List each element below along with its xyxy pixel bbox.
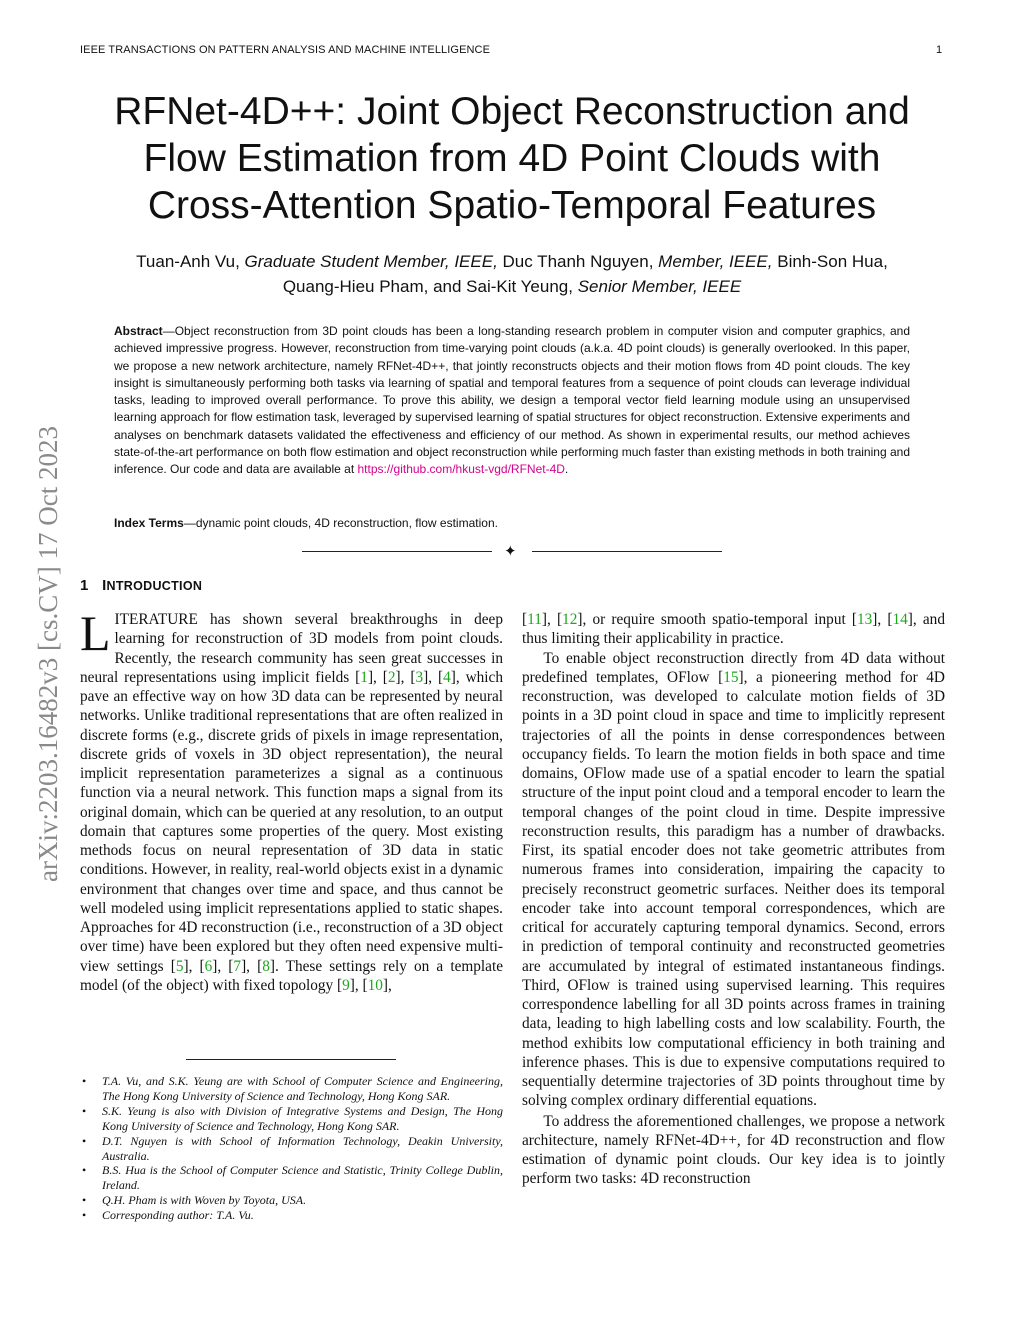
intro-paragraph-1	[80, 605, 504, 995]
author-2: Duc Thanh Nguyen,	[502, 252, 654, 271]
abstract-text: —Object reconstruction from 3D point clouds has been a long-standing research problem in computer vision and computer graphics, and achieved impressive progress. However, reconstruction from time-varying point clouds (a.k.a. 4D point clouds) is generally overlooked. In this paper, we propose a new network architecture, namely RFNet-4D++, that jointly reconstructs objects and their motion flows from 4D point clouds. The key insight is simultaneously performing both tasks via learning of spatial and temporal features from a sequence of point clouds can leverage individual tasks, leading to improved overall performance. To prove this ability, we design a temporal vector field learning module using an unsupervised learning approach for flow estimation task, leveraged by supervised learning of spatial structures for object reconstruction. Extensive experiments and analyses on benchmark datasets validated the effectiveness and efficiency of our method. As shown in experimental results, our method achieves state-of-the-art performance on both flow estimation and object reconstruction while performing much faster than existing methods in both training and inference. Our code and data are available at	[114, 324, 910, 477]
abstract-label: Abstract	[114, 324, 163, 338]
intro-paragraph-2	[522, 649, 945, 1111]
footnote-text: Q.H. Pham is with Woven by Toyota, USA.	[102, 1193, 307, 1208]
footnote-item	[80, 1208, 503, 1223]
footnote-text: B.S. Hua is the School of Computer Science and Statistic, Trinity College Dublin, Ireland.	[102, 1163, 503, 1193]
citation-link[interactable]: 1	[360, 668, 368, 686]
intro-paragraph-1-continued	[522, 610, 945, 649]
running-header: IEEE TRANSACTIONS ON PATTERN ANALYSIS AND MACHINE INTELLIGENCE	[80, 44, 491, 56]
bullet-icon: •	[82, 1103, 87, 1118]
section-heading	[80, 577, 202, 594]
bullet-icon: •	[82, 1074, 87, 1088]
abstract	[114, 323, 910, 479]
text-run: To enable object reconstruction directly from 4D data without predefined templates, OFlow [	[522, 649, 945, 686]
paper-title	[80, 88, 944, 229]
author-list	[80, 249, 944, 299]
index-terms-text: —dynamic point clouds, 4D reconstruction, flow estimation.	[183, 516, 498, 530]
title-line-2: Flow Estimation from 4D Point Clouds with	[143, 137, 881, 180]
footnotes	[80, 1074, 503, 1223]
text-run: ], [	[541, 611, 563, 628]
text-run: ],	[382, 976, 392, 994]
footnote-item	[80, 1134, 503, 1164]
text-run: ], [	[183, 957, 205, 975]
author-2-role: Member, IEEE,	[658, 252, 773, 271]
right-column	[522, 610, 945, 1189]
citation-link[interactable]: 6	[204, 957, 213, 975]
citation-link[interactable]: 2	[387, 668, 396, 686]
citation-link[interactable]: 10	[367, 976, 383, 994]
author-1-role: Graduate Student Member, IEEE,	[244, 252, 498, 271]
footnote-text: D.T. Nguyen is with School of Information Technology, Deakin University, Australia.	[102, 1133, 503, 1163]
text-run: ], [	[367, 668, 388, 686]
title-line-1: RFNet-4D++: Joint Object Reconstruction and	[114, 90, 910, 133]
citation-link[interactable]: 15	[723, 668, 739, 686]
separator-ornament-icon: ✦	[504, 543, 517, 560]
author-3: Binh-Son Hua,	[777, 252, 888, 271]
bullet-icon: •	[82, 1208, 87, 1223]
text-run: ], [	[349, 976, 368, 994]
bullet-icon: •	[82, 1193, 87, 1208]
dropcap-letter: L	[80, 605, 111, 661]
bullet-icon: •	[82, 1133, 87, 1148]
left-column	[80, 605, 504, 995]
page-number: 1	[936, 44, 943, 56]
citation-link[interactable]: 11	[527, 611, 542, 628]
section-separator	[302, 542, 722, 562]
index-terms-label: Index Terms	[114, 516, 184, 530]
code-link[interactable]: https://github.com/hkust-vgd/RFNet-4D	[357, 462, 565, 477]
text-run: has shown several breakthroughs in deep learning for reconstruction of 3D models from point clouds. Recently, the research community has seen great successes in neural representations using implicit fields [	[80, 611, 503, 686]
text-run: ], [	[241, 957, 263, 975]
citation-link[interactable]: 7	[233, 957, 242, 975]
text-run: ], [	[395, 668, 416, 686]
citation-link[interactable]: 5	[175, 957, 184, 975]
citation-link[interactable]: 9	[342, 976, 350, 994]
footnote-item	[80, 1193, 503, 1208]
footnote-text: S.K. Yeung is also with Division of Integrative Systems and Design, The Hong Kong University of Science and Technology, Hong Kong SAR.	[102, 1103, 503, 1133]
text-run: ], [	[212, 957, 234, 975]
citation-link[interactable]: 3	[415, 668, 424, 686]
footnote-item	[80, 1163, 503, 1193]
intro-paragraph-3: To address the aforementioned challenges, we propose a network architecture, namely RFNet-4D++, for 4D reconstruction and flow estimation of dynamic point clouds. Our key idea is to jointly perform two tasks: 4D reconstruction	[522, 1112, 945, 1188]
separator-line-left	[302, 551, 492, 552]
text-run: ], which pave an effective way on how 3D data can be represented by neural networks. Unlike traditional representations that are often realized in discrete forms (e.g., discrete grids of pixels in image representation, discrete grids of voxels in 3D object representation), the neural implicit representation parameterizes a signal as a continuous function via a neural network. This function maps a signal from its original domain, which can be queried at any resolution, to an output domain that captures some properties of the query. Most existing methods focus on neural representation of 3D data in static conditions. However, in reality, real-world objects exist in a dynamic environment that changes over time and space, and thus cannot be well modeled using implicit representations applied to static shapes. Approaches for 4D reconstruction (i.e., reconstruction of a 3D object over time) have been explored but they often need expensive multi-view settings [	[80, 668, 503, 975]
footnote-rule	[186, 1059, 396, 1060]
author-4: Quang-Hieu Pham, and Sai-Kit Yeung,	[282, 277, 573, 296]
text-run: ], [	[872, 611, 893, 628]
text-run: ], or require smooth spatio-temporal input [	[577, 611, 857, 628]
text-run: ], a pioneering method for 4D reconstruction, was developed to calculate motion fields of 3D points in a 3D point cloud in space and time to implicitly represent trajectories of all the points in dense correspondences between occupancy fields. To learn the motion fields in both space and time domains, OFlow made use of a spatial encoder to learn the spatial structure of the input point cloud and a temporal encoder to learn the temporal changes of the point cloud in time. Despite impressive reconstruction results, this paradigm has a number of drawbacks. First, its spatial encoder does not take geometric attributes from numerous frames into consideration, impairing the capacity to precisely reconstruct geometric surfaces. Neither does its temporal encoder take into account temporal correspondences, which are critical for accurately capturing temporal dynamics. Second, errors in prediction of temporal continuity and reconstructed geometries are accumulated by integral of estimated instantaneous findings. Third, OFlow is trained using supervised learning. This requires correspondence labelling for all 3D points across frames in training data, leading to high labelling costs and low scalability. Fourth, the method exhibits low computational efficiency in both training and inference phases. This is due to expensive computations required to sequentially determine trajectories of 3D points throughout time by solving complex ordinary differential equations.	[522, 668, 945, 1110]
author-1: Tuan-Anh Vu,	[136, 252, 240, 271]
author-4-role: Senior Member, IEEE	[577, 277, 742, 296]
arxiv-identifier-stamp: arXiv:2203.16482v3 [cs.CV] 17 Oct 2023	[33, 426, 63, 882]
text-run: [	[522, 611, 528, 628]
bullet-icon: •	[82, 1163, 87, 1178]
footnote-item	[80, 1074, 503, 1104]
section-first-letter: I	[102, 577, 107, 594]
section-number: 1	[80, 577, 89, 594]
footnote-text: Corresponding author: T.A. Vu.	[102, 1208, 254, 1223]
index-terms	[114, 515, 910, 532]
footnote-text: T.A. Vu, and S.K. Yeung are with School of Computer Science and Engineering, The Hong Kong University of Science and Technology, Hong Kong SAR.	[102, 1074, 503, 1103]
citation-link[interactable]: 8	[262, 957, 270, 975]
intro-smallcaps: ITERATURE	[114, 611, 198, 628]
citation-link[interactable]: 13	[857, 611, 873, 628]
text-run: ], [	[423, 668, 444, 686]
title-line-3: Cross-Attention Spatio-Temporal Features	[147, 184, 877, 227]
footnote-item	[80, 1104, 503, 1134]
citation-link[interactable]: 14	[892, 611, 908, 628]
separator-line-right	[532, 551, 722, 552]
citation-link[interactable]: 4	[443, 668, 451, 686]
text-run: ]. These settings rely on a template model (of the object) with fixed topology [	[80, 957, 504, 994]
section-title-rest: NTRODUCTION	[106, 579, 203, 593]
text-run: ], and thus limiting their applicability in practice.	[522, 611, 945, 648]
abstract-end: .	[564, 462, 569, 477]
citation-link[interactable]: 12	[562, 611, 578, 628]
